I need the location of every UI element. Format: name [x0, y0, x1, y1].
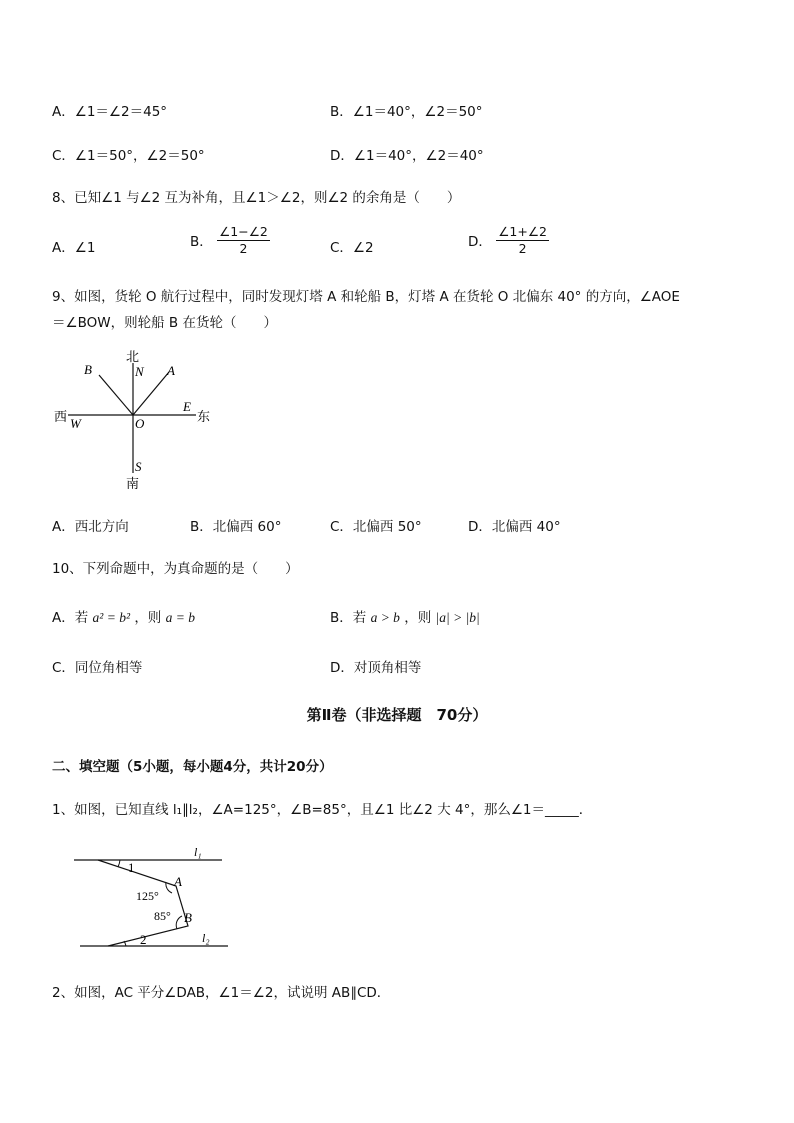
q8-option-d-numerator: ∠1+∠2 [498, 224, 547, 239]
q10-option-a-mid: ，则 [134, 610, 162, 626]
q10-option-a [52, 606, 195, 626]
q8-option-b-fraction [217, 224, 270, 256]
q7-option-a: A．∠1＝∠2＝45° [52, 104, 168, 120]
q8-option-d-denominator: 2 [518, 240, 527, 256]
q8-option-b [190, 224, 270, 256]
q8-option-d-label: D． [468, 234, 492, 251]
q9-option-d: D．北偏西 40° [468, 519, 561, 535]
label-l1: l₁ [194, 845, 202, 859]
label-angle-b: 85° [154, 909, 171, 923]
label-west: 西 [54, 410, 68, 425]
angle1-arc [118, 860, 120, 867]
q10-option-b [330, 606, 480, 626]
label-w: W [70, 416, 81, 431]
section-fill-in-heading: 二、填空题（5小题，每小题4分，共计20分） [52, 759, 333, 775]
label-b: B [184, 910, 192, 925]
q7-option-b: B．∠1＝40°，∠2＝50° [330, 104, 483, 120]
label-e: E [183, 399, 191, 414]
q7-option-d: D．∠1＝40°，∠2＝40° [330, 148, 484, 164]
q10-option-a-condition: a² = b² [92, 610, 131, 625]
q9-stem-line1: 9、如图，货轮 O 航行过程中，同时发现灯塔 A 和轮船 B，灯塔 A 在货轮 O 北偏东 40° 的方向，∠AOE [52, 289, 680, 305]
q8-stem: 8、已知∠1 与∠2 互为补角，且∠1＞∠2，则∠2 的余角是（ ） [52, 190, 461, 206]
label-a: A [167, 363, 175, 378]
fill1-stem: 1、如图，已知直线 l₁∥l₂，∠A=125°，∠B=85°，且∠1 比∠2 大 4°，那么∠1＝_____． [52, 802, 593, 818]
q9-option-a: A．西北方向 [52, 519, 129, 535]
part2-title: 第Ⅱ卷（非选择题 70分） [306, 706, 488, 724]
q8-option-b-label: B． [190, 234, 213, 251]
label-a: A [174, 874, 182, 889]
q10-option-b-result: |a| > |b| [435, 610, 480, 625]
label-north: 北 [126, 350, 140, 365]
label-south: 南 [126, 477, 140, 492]
q10-option-b-prefix: B．若 [330, 610, 367, 626]
ray-ob [99, 375, 133, 415]
fill1-parallel-lines-figure [70, 838, 240, 958]
angleB-arc [176, 916, 182, 929]
q9-stem-line2: ＝∠BOW，则轮船 B 在货轮（ ） [52, 315, 277, 331]
q10-option-a-prefix: A．若 [52, 610, 89, 626]
q10-option-d: D．对顶角相等 [330, 660, 422, 676]
q10-option-c: C．同位角相等 [52, 660, 143, 676]
q8-option-b-numerator: ∠1−∠2 [219, 224, 268, 239]
q10-stem: 10、下列命题中，为真命题的是（ ） [52, 561, 299, 577]
label-angle2: 2 [140, 932, 147, 947]
q9-compass-figure [48, 345, 218, 495]
label-n: N [135, 364, 144, 379]
q8-option-a: A．∠1 [52, 240, 96, 256]
q8-option-c: C．∠2 [330, 240, 374, 256]
q8-option-d [468, 224, 549, 256]
label-angle-a: 125° [136, 889, 159, 903]
q9-option-c: C．北偏西 50° [330, 519, 422, 535]
label-l2: l₂ [202, 931, 210, 945]
label-east: 东 [197, 410, 211, 425]
label-o: O [135, 416, 145, 431]
label-b: B [84, 362, 92, 377]
label-angle1: 1 [128, 860, 135, 875]
q9-option-b: B．北偏西 60° [190, 519, 282, 535]
q8-option-b-denominator: 2 [239, 240, 248, 256]
q10-option-b-mid: ，则 [404, 610, 432, 626]
q10-option-b-condition: a > b [370, 610, 400, 625]
q10-option-a-result: a = b [165, 610, 195, 625]
fill2-stem: 2、如图，AC 平分∠DAB，∠1＝∠2，试说明 AB∥CD． [52, 985, 391, 1001]
label-s: S [135, 459, 142, 474]
q8-option-d-fraction [496, 224, 549, 256]
q7-option-c: C．∠1＝50°，∠2＝50° [52, 148, 205, 164]
